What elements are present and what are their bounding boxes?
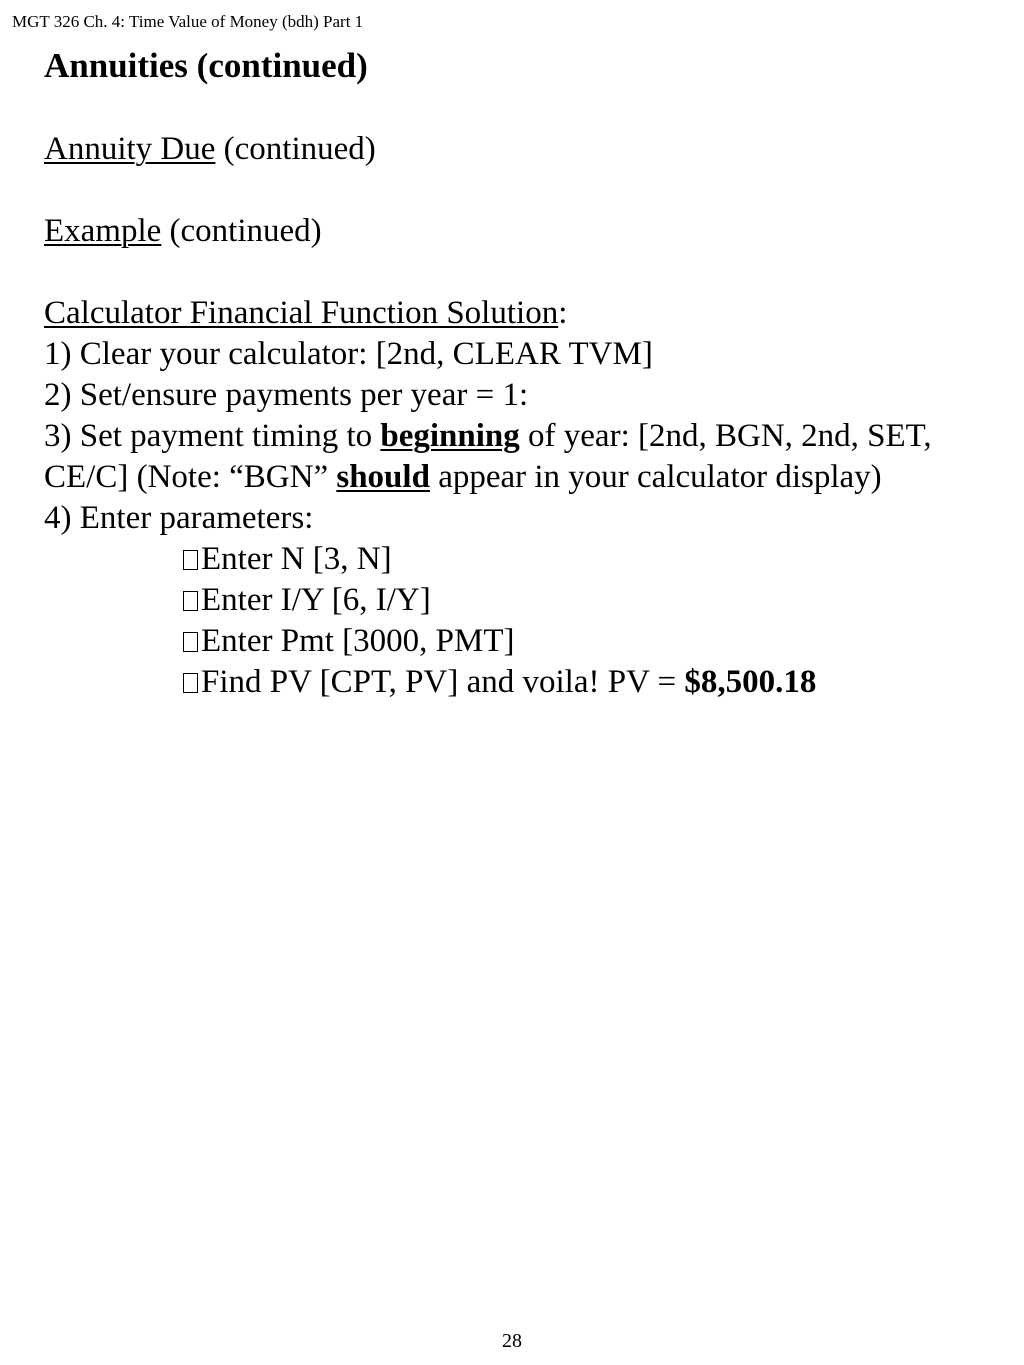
checkbox-square-icon (183, 591, 198, 611)
example-suffix: (continued) (161, 213, 322, 249)
checkbox-square-icon (183, 550, 198, 570)
parameter-item-pv (183, 662, 816, 703)
step-1: 1) Clear your calculator: [2nd, CLEAR TVM] (44, 336, 653, 372)
pv-result: $8,500.18 (684, 664, 817, 700)
page-number: 28 (502, 1330, 522, 1352)
parameter-item-n (183, 539, 392, 580)
step-3b-suffix: appear in your calculator display) (429, 459, 882, 495)
page-title: Annuities (continued) (44, 46, 368, 85)
annuity-due-suffix: (continued) (215, 131, 376, 167)
annuity-due-heading: Annuity Due (44, 131, 216, 167)
annuity-due-subheading (44, 129, 376, 170)
running-header: MGT 326 Ch. 4: Time Value of Money (bdh) Part 1 (12, 12, 364, 31)
step-4: 4) Enter parameters: (44, 500, 314, 536)
step-3b-prefix: CE/C] (Note: “BGN” (44, 459, 337, 495)
solution-subheading (44, 293, 567, 334)
parameter-text: Enter I/Y [6, I/Y] (201, 582, 431, 618)
step-3b-emphasis: should (336, 459, 430, 495)
checkbox-square-icon (183, 673, 198, 693)
example-subheading (44, 211, 322, 252)
parameter-text: Find PV [CPT, PV] and voila! PV = (201, 664, 685, 700)
solution-heading: Calculator Financial Function Solution (44, 295, 559, 331)
parameter-text: Enter N [3, N] (201, 541, 392, 577)
parameter-item-iy (183, 580, 431, 621)
step-3-continued (44, 457, 882, 498)
step-3 (44, 416, 932, 457)
step-2: 2) Set/ensure payments per year = 1: (44, 377, 529, 413)
step-3-suffix: of year: [2nd, BGN, 2nd, SET, (519, 418, 932, 454)
step-3-emphasis: beginning (380, 418, 520, 454)
example-heading: Example (44, 213, 162, 249)
parameter-text: Enter Pmt [3000, PMT] (201, 623, 515, 659)
parameter-item-pmt (183, 621, 514, 662)
solution-suffix: : (558, 295, 568, 331)
step-3-prefix: 3) Set payment timing to (44, 418, 381, 454)
checkbox-square-icon (183, 632, 198, 652)
